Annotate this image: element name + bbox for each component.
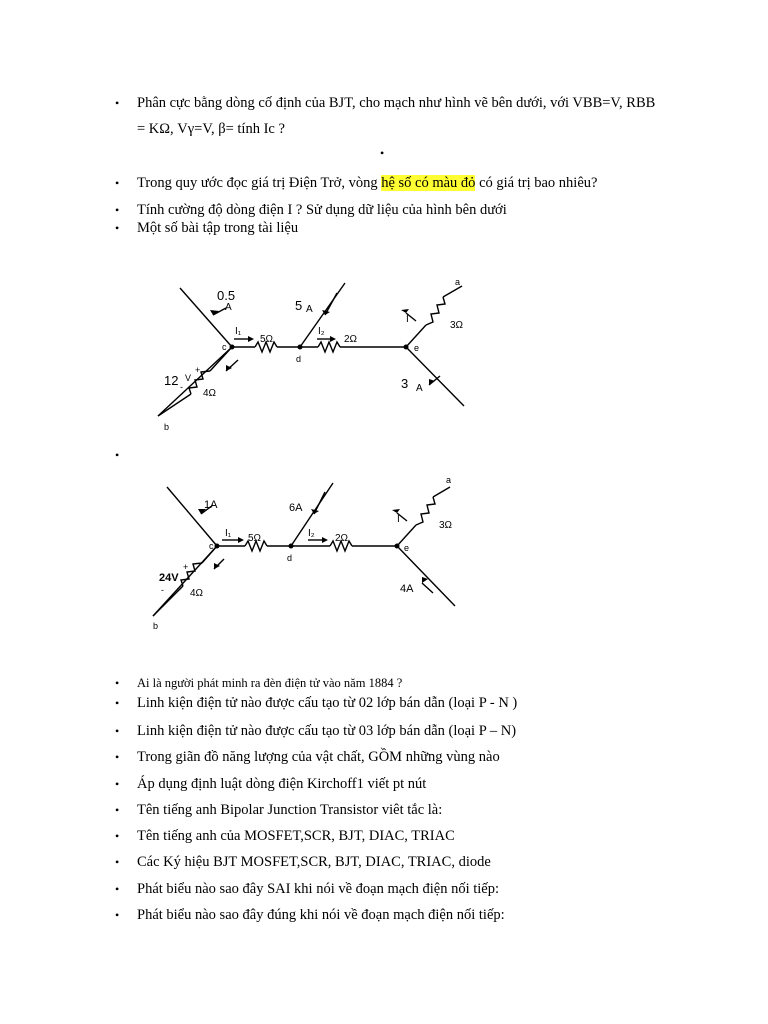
question-text: Trong giãn đồ năng lượng của vật chất, GỒM những vùng nào [137,749,500,765]
node-label: b [164,422,170,432]
bullet-icon: • [115,221,120,235]
minus-label: - [161,585,164,595]
current-label: I [406,314,409,325]
resistor-label: 4Ω [203,388,217,399]
bullet-icon: • [115,829,120,843]
node-label: d [287,553,293,563]
node-label: b [153,621,159,631]
voltage-label: 12 [164,373,179,388]
resistor-label: 5Ω [248,533,262,544]
highlighted-text: hệ số có màu đỏ [381,175,476,191]
current-label: I [397,514,400,525]
question-text: = KΩ, Vγ=V, β= tính Ic ? [137,121,285,137]
bullet-icon: • [115,908,120,922]
bullet-icon: • [115,96,120,110]
question-text: Tính cường độ dòng điện I ? Sử dụng dữ liệu của hình bên dưới [137,202,507,218]
question-text: Tên tiếng anh Bipolar Junction Transistor viêt tắc là: [137,802,443,818]
current-label: I₁ [235,326,242,337]
bullet-icon: • [115,855,120,869]
bullet-icon: • [115,777,120,791]
question-text-part: Trong quy ước đọc giá trị Điện Trở, vòng [137,175,382,191]
resistor-label: 3Ω [450,320,464,331]
unit-label: A [225,302,232,313]
bullet-icon: • [115,176,120,190]
question-text: Ai là người phát minh ra đèn điện tử vào năm 1884 ? [137,676,403,690]
resistor-label: 2Ω [344,334,358,345]
question-text: Phát biểu nào sao đây đúng khi nói về đoạn mạch điện nối tiếp: [137,907,505,923]
current-label: 0.5 [217,288,236,303]
question-text: Áp dụng định luật dòng điện Kirchoff1 viết pt nút [137,776,427,792]
unit-label: V [185,373,192,383]
node-label: e [404,543,410,553]
bullet-icon: • [115,750,120,764]
question-text: Linh kiện điện tử nào được cấu tạo từ 02 lớp bán dẫn (loại P - N ) [137,695,518,711]
bullet-icon: • [115,448,120,462]
unit-label: A [416,383,423,394]
bullet-icon: • [115,724,120,738]
bullet-icon: • [115,203,120,217]
minus-label: - [180,382,183,392]
node-label: a [446,475,452,485]
unit-label: A [306,304,313,315]
current-label: 3 [401,376,409,391]
question-text: Một số bài tập trong tài liệu [137,220,299,236]
bullet-icon: • [380,146,385,160]
bullet-icon: • [115,803,120,817]
plus-label: + [183,562,189,572]
voltage-label: 24V [159,572,179,584]
question-text: Tên tiếng anh của MOSFET,SCR, BJT, DIAC, TRIAC [137,828,455,844]
current-label: 6A [289,502,303,514]
node-label: c [209,541,214,551]
current-label: I₁ [225,528,232,539]
current-label: 4A [400,583,414,595]
node-label: a [455,277,461,287]
current-label: I₂ [318,326,325,337]
bullet-icon: • [115,882,120,896]
resistor-label: 5Ω [260,334,274,345]
bullet-icon: • [115,696,120,710]
question-text [137,174,597,192]
current-label: 5 [295,298,303,313]
question-text: Phát biểu nào sao đây SAI khi nói về đoạn mạch điện nối tiếp: [137,881,500,897]
plus-label: + [195,365,201,375]
question-text: Các Ký hiệu BJT MOSFET,SCR, BJT, DIAC, TRIAC, diode [137,854,491,870]
question-text: Linh kiện điện tử nào được cấu tạo từ 03 lớp bán dẫn (loại P – N) [137,723,517,739]
current-label: 1A [204,499,218,511]
node-label: d [296,354,302,364]
question-text: Phân cực bằng dòng cố định của BJT, cho mạch như hình vẽ bên dưới, với VBB=V, RBB [137,95,656,111]
resistor-label: 4Ω [190,588,204,599]
circuit-diagram-2 [150,475,470,635]
question-text-part: có giá trị bao nhiêu? [475,175,598,191]
resistor-label: 2Ω [335,533,349,544]
node-label: c [222,342,227,352]
circuit-diagram-1 [150,270,480,440]
node-label: e [414,343,420,353]
bullet-icon: • [115,676,120,690]
current-label: I₂ [308,528,315,539]
resistor-label: 3Ω [439,520,453,531]
